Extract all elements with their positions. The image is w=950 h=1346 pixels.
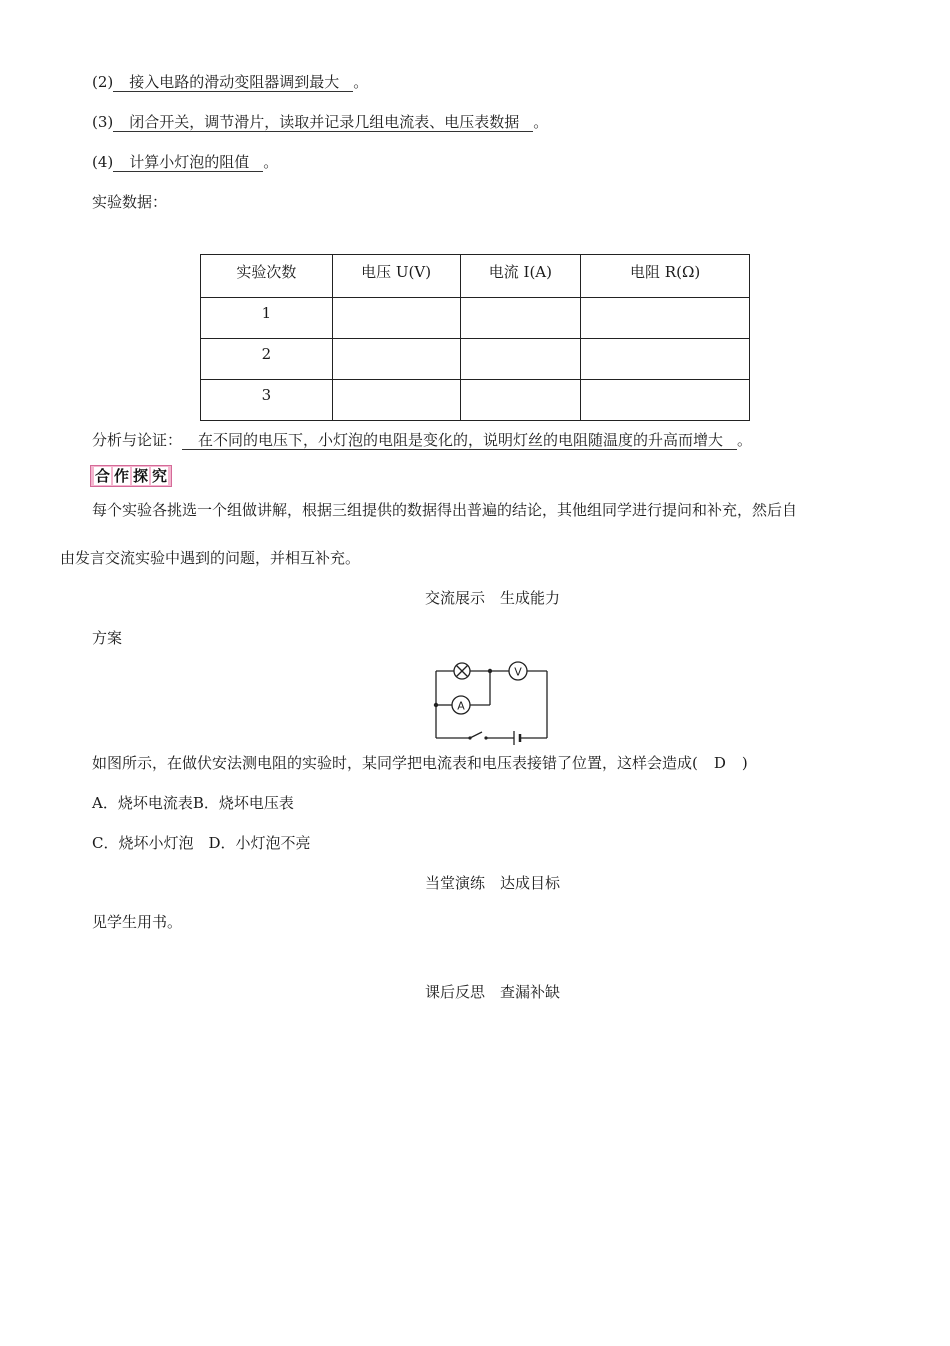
coop-paragraph-line2: 由发言交流实验中遇到的问题，并相互补充。 [60, 549, 361, 567]
table-row [201, 298, 750, 339]
step-number: (3) [92, 113, 114, 131]
question-answer: D [713, 754, 726, 772]
table-header: 电压 U(V) [332, 255, 460, 298]
table-header: 实验次数 [201, 255, 333, 298]
voltmeter-symbol: V [514, 665, 522, 679]
table-cell [581, 298, 750, 339]
badge-char: 探 [133, 467, 149, 485]
step-2 [92, 72, 368, 92]
badge-char: 究 [152, 467, 168, 485]
table-header: 电流 I(A) [460, 255, 581, 298]
table-cell: 2 [201, 339, 333, 380]
see-student-book: 见学生用书。 [92, 913, 183, 931]
step-answer: 闭合开关，调节滑片，读取并记录几组电流表、电压表数据 [113, 113, 533, 132]
badge-char: 作 [114, 467, 130, 485]
analysis-end: 。 [737, 431, 753, 449]
experiment-table [200, 254, 750, 421]
options-ab: A．烧坏电流表B．烧坏电压表 [92, 794, 294, 812]
table-cell [460, 298, 581, 339]
section-title-reflection: 课后反思 查漏补缺 [424, 983, 560, 1001]
cooperative-inquiry-badge [90, 465, 172, 487]
step-3 [92, 112, 548, 132]
ammeter-symbol: A [457, 699, 465, 713]
table-cell [332, 339, 460, 380]
circuit-diagram [430, 655, 555, 747]
table-cell [460, 380, 581, 421]
question-close: ) [741, 754, 748, 772]
table-cell: 3 [201, 380, 333, 421]
analysis-answer: 在不同的电压下，小灯泡的电阻是变化的，说明灯丝的电阻随温度的升高而增大 [182, 431, 737, 450]
step-answer: 接入电路的滑动变阻器调到最大 [113, 73, 353, 92]
question-stem [92, 753, 748, 773]
analysis-label: 分析与论证： [92, 431, 183, 449]
table-cell [460, 339, 581, 380]
table-header: 电阻 R(Ω) [581, 255, 750, 298]
coop-paragraph-line1: 每个实验各挑选一个组做讲解，根据三组提供的数据得出普遍的结论，其他组同学进行提问和补充，然后自 [92, 501, 798, 519]
analysis-line [92, 430, 752, 450]
table-cell [581, 380, 750, 421]
question-text: 如图所示，在做伏安法测电阻的实验时，某同学把电流表和电压表接错了位置，这样会造成( [92, 754, 698, 772]
table-cell [332, 380, 460, 421]
step-answer: 计算小灯泡的阻值 [113, 153, 263, 172]
plan-label: 方案 [92, 629, 123, 647]
step-number: (2) [92, 73, 114, 91]
table-row [201, 339, 750, 380]
section-title-practice: 当堂演练 达成目标 [424, 874, 560, 892]
options-cd: C．烧坏小灯泡 D．小灯泡不亮 [92, 834, 311, 852]
step-number: (4) [92, 153, 114, 171]
table-cell [581, 339, 750, 380]
section-title-exchange: 交流展示 生成能力 [424, 589, 560, 607]
step-end: 。 [263, 153, 279, 171]
table-cell: 1 [201, 298, 333, 339]
table-header-row [201, 255, 750, 298]
badge-char: 合 [95, 467, 111, 485]
table-cell [332, 298, 460, 339]
step-end: 。 [533, 113, 549, 131]
step-end: 。 [353, 73, 369, 91]
table-row [201, 380, 750, 421]
step-4 [92, 152, 278, 172]
data-label: 实验数据： [92, 193, 168, 211]
